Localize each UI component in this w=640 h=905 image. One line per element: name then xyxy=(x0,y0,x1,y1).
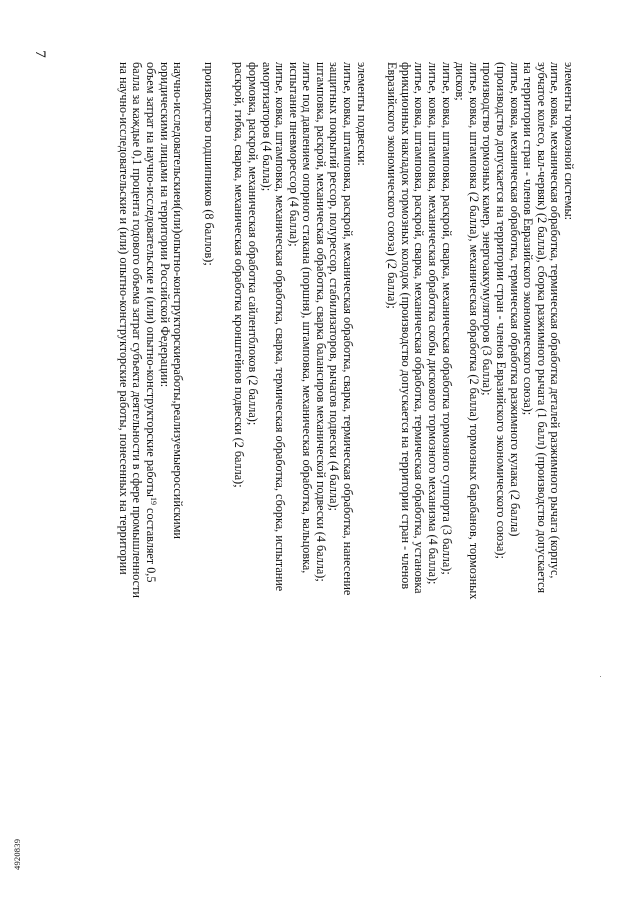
blank-line xyxy=(368,62,385,842)
text-line: литье, ковка, механическая обработка, термическая обработка деталей разжимного рычага (корпус, xyxy=(548,62,563,579)
text-line: раскрой, гибка, сварка, механическая обработка кронштейнов подвески (2 балла); xyxy=(232,62,247,488)
speck-mark xyxy=(600,676,601,677)
text-line: литье, ковка, штамповка, раскрой, сварка, механическая обработка, термическая обработка, установка xyxy=(412,62,427,594)
text-line: литье, ковка, штамповка, механическая обработка, сварка, термическая обработка, сборка, испытание xyxy=(273,62,288,592)
text-line: производство подшипников (8 баллов); xyxy=(201,62,216,266)
text-line: элементы подвески: xyxy=(354,62,369,166)
text-line: (производство допускается на территории стран - членов Евразийского экономического союза); xyxy=(494,62,509,559)
word: опытно-конструкторские xyxy=(171,233,186,364)
text-line: литье, ковка, штамповка, механическая обработка скобы дискового тормозного механизма (4 балла); xyxy=(426,62,441,585)
text-line: юридическими лицами на территории Российской Федерации: xyxy=(157,62,172,388)
footnote-marker: 19 xyxy=(148,497,158,505)
text-line: производство тормозных камер, энергоаккумуляторов (3 балла); xyxy=(480,62,495,396)
final-paragraph xyxy=(116,62,184,842)
text-line: дисков; xyxy=(453,62,468,101)
text-line: литье, ковка, штамповка, раскрой, сварка, механическая обработка тормозного суппорта (3 балла); xyxy=(439,62,454,575)
text-line: Евразийского экономического союза) (2 балла); xyxy=(385,62,400,309)
text-line: формовка, раскрой, механическая обработка сайлентблоков (2 балла); xyxy=(245,62,260,426)
word: российскими xyxy=(171,470,186,539)
text-line: балла за каждые 0,1 процента годового объема затрат субъекта деятельности в сфере промышленности xyxy=(130,62,145,598)
text-line: элементы тормозной системы: xyxy=(562,62,576,221)
text-line: зубчатое колесо, вал-червяк) (2 балла), сборка разжимного рычага (1 балл) (производство допускается xyxy=(534,62,549,594)
word: научно-исследовательские xyxy=(171,62,186,200)
justified-line xyxy=(171,62,186,539)
text-line: испытание пневморессор (4 балла); xyxy=(286,62,301,247)
text-line: литье, ковка, штамповка (2 балла), механическая обработка (2 балла) тормозных барабанов, тормозных xyxy=(466,62,481,600)
page-number: 7 xyxy=(32,50,48,58)
text-line: штамповка, раскрой, механическая обработка, сварка балансиров механической подвески (4 балла); xyxy=(313,62,328,582)
word: и xyxy=(171,199,186,207)
blank-line xyxy=(184,62,201,842)
text-line: литье под давлением опорного стакана (поршня), штамповка, механическая обработка, вальцовка, xyxy=(300,62,315,574)
text-line: амортизаторов (4 балла); xyxy=(259,62,274,192)
text-line: литье, ковка, штамповка, раскрой, механическая обработка, сварка, термическая обработка, нанесение xyxy=(341,62,356,596)
text-line: на территории стран - членов Евразийского экономического союза); xyxy=(521,62,536,416)
text-line: защитных покрытий рессор, полурессор, стабилизаторов, рычагов подвески (4 балла); xyxy=(327,62,342,511)
blank-line xyxy=(215,62,232,842)
text-line: литье, ковка, механическая обработка, термическая обработка разжимного кулака (2 балла) xyxy=(507,62,522,537)
text-line: на научно-исследовательские и (или) опытно-конструкторские работы, понесенных на территории xyxy=(116,62,131,575)
text-lines xyxy=(184,62,575,842)
rotated-text-block xyxy=(55,62,575,842)
word: реализуемые xyxy=(171,403,186,471)
word: (или) xyxy=(171,206,186,234)
text-fragment: объем затрат на научно-исследовательские и (или) опытно-конструкторские работы xyxy=(143,62,158,497)
word: работы, xyxy=(171,363,186,404)
text-fragment: составляет 0,5 xyxy=(143,505,158,583)
document-id: 4920839 xyxy=(12,838,22,870)
text-line-with-footnote xyxy=(143,62,157,842)
text-line: фрикционных накладок тормозных колодок (производство допускается на территории стран - членов xyxy=(398,62,413,590)
